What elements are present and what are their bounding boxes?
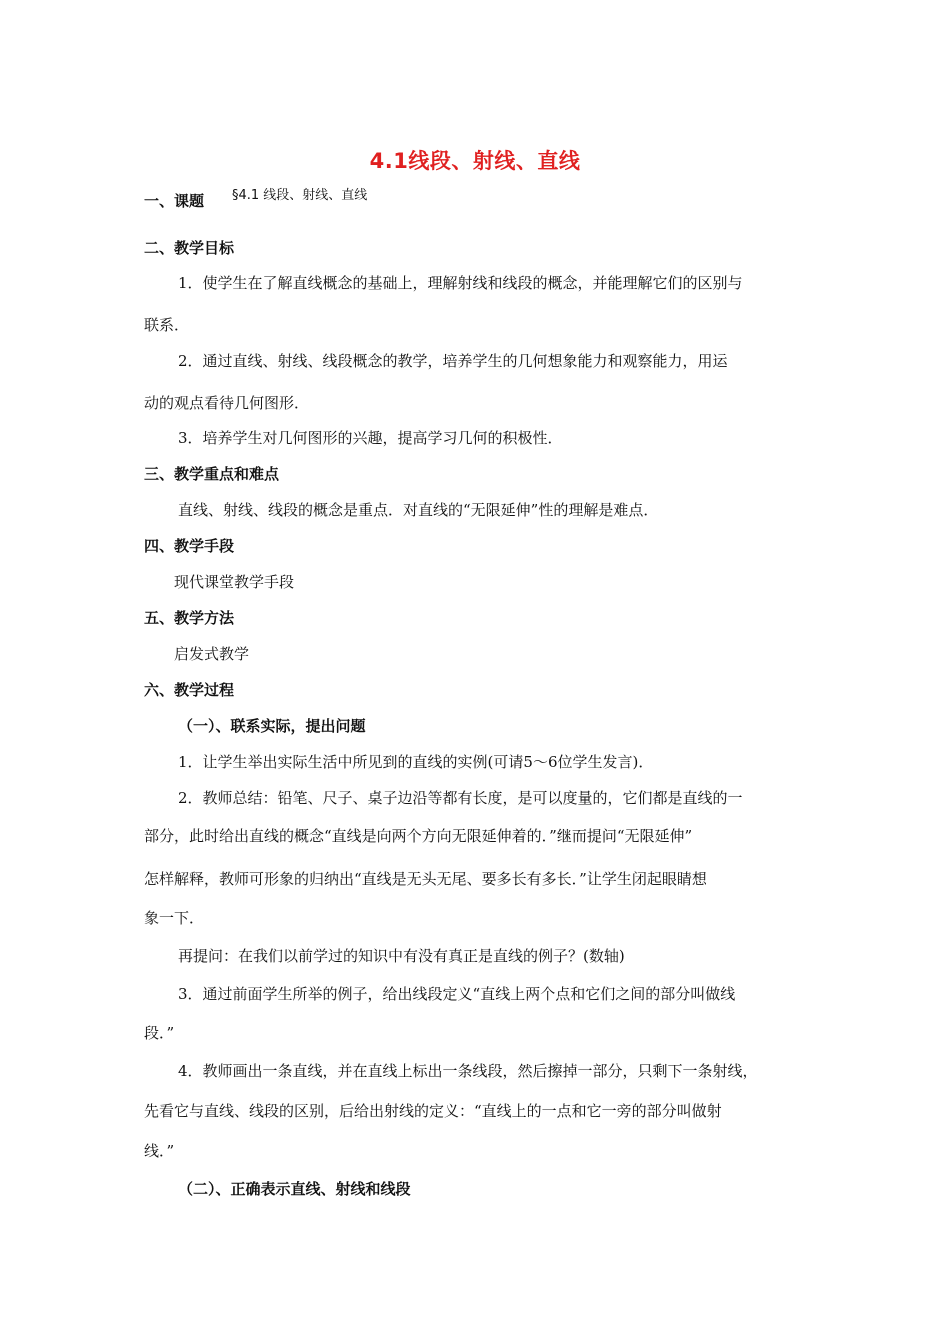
section-heading-means: 四、教学手段 [144, 537, 235, 555]
section-heading-method: 五、教学方法 [144, 609, 235, 627]
topic-text: §4.1 线段、射线、直线 [232, 188, 368, 203]
objective-1-line-2: 联系． [144, 316, 190, 334]
process-item-3-line-1: 3．通过前面学生所举的例子，给出线段定义“直线上两个点和它们之间的部分叫做线 [178, 985, 736, 1003]
process-item-2-line-2: 部分，此时给出直线的概念“直线是向两个方向无限延伸着的．”继而提问“无限延伸” [144, 827, 693, 845]
process-item-4-line-3: 线．” [144, 1142, 175, 1160]
section-heading-objectives: 二、教学目标 [144, 239, 235, 257]
means-text: 现代课堂教学手段 [174, 573, 295, 591]
process-follow-up-question: 再提问：在我们以前学过的知识中有没有真正是直线的例子？(数轴) [178, 947, 625, 965]
process-item-4-line-2: 先看它与直线、线段的区别，后给出射线的定义：“直线上的一点和它一旁的部分叫做射 [144, 1102, 722, 1120]
process-part-2-heading: （二）、正确表示直线、射线和线段 [178, 1180, 411, 1198]
section-heading-topic: 一、课题 [144, 192, 205, 210]
process-item-2-line-1: 2．教师总结：铅笔、尺子、桌子边沿等都有长度，是可以度量的，它们都是直线的一 [178, 789, 743, 807]
process-part-1-heading: （一）、联系实际，提出问题 [178, 717, 366, 735]
key-points-text: 直线、射线、线段的概念是重点．对直线的“无限延伸”性的理解是难点． [178, 501, 659, 519]
section-heading-key-points: 三、教学重点和难点 [144, 465, 280, 483]
section-heading-process: 六、教学过程 [144, 681, 235, 699]
process-item-2-line-4: 象一下． [144, 909, 205, 927]
document-title: 4.1线段、射线、直线 [369, 149, 581, 173]
method-text: 启发式教学 [174, 645, 250, 663]
objective-1-line-1: 1．使学生在了解直线概念的基础上，理解射线和线段的概念，并能理解它们的区别与 [178, 274, 743, 292]
process-item-4-line-1: 4．教师画出一条直线，并在直线上标出一条线段，然后擦掉一部分，只剩下一条射线， [178, 1062, 758, 1080]
objective-2-line-2: 动的观点看待几何图形． [144, 394, 310, 412]
process-item-3-line-2: 段．” [144, 1024, 175, 1042]
process-item-2-line-3: 怎样解释，教师可形象的归纳出“直线是无头无尾、要多长有多长．”让学生闭起眼睛想 [144, 870, 707, 888]
objective-3-line-1: 3．培养学生对几何图形的兴趣，提高学习几何的积极性． [178, 429, 563, 447]
objective-2-line-1: 2．通过直线、射线、线段概念的教学，培养学生的几何想象能力和观察能力，用运 [178, 352, 728, 370]
process-item-1: 1．让学生举出实际生活中所见到的直线的实例(可请5～6位学生发言)． [178, 753, 654, 771]
